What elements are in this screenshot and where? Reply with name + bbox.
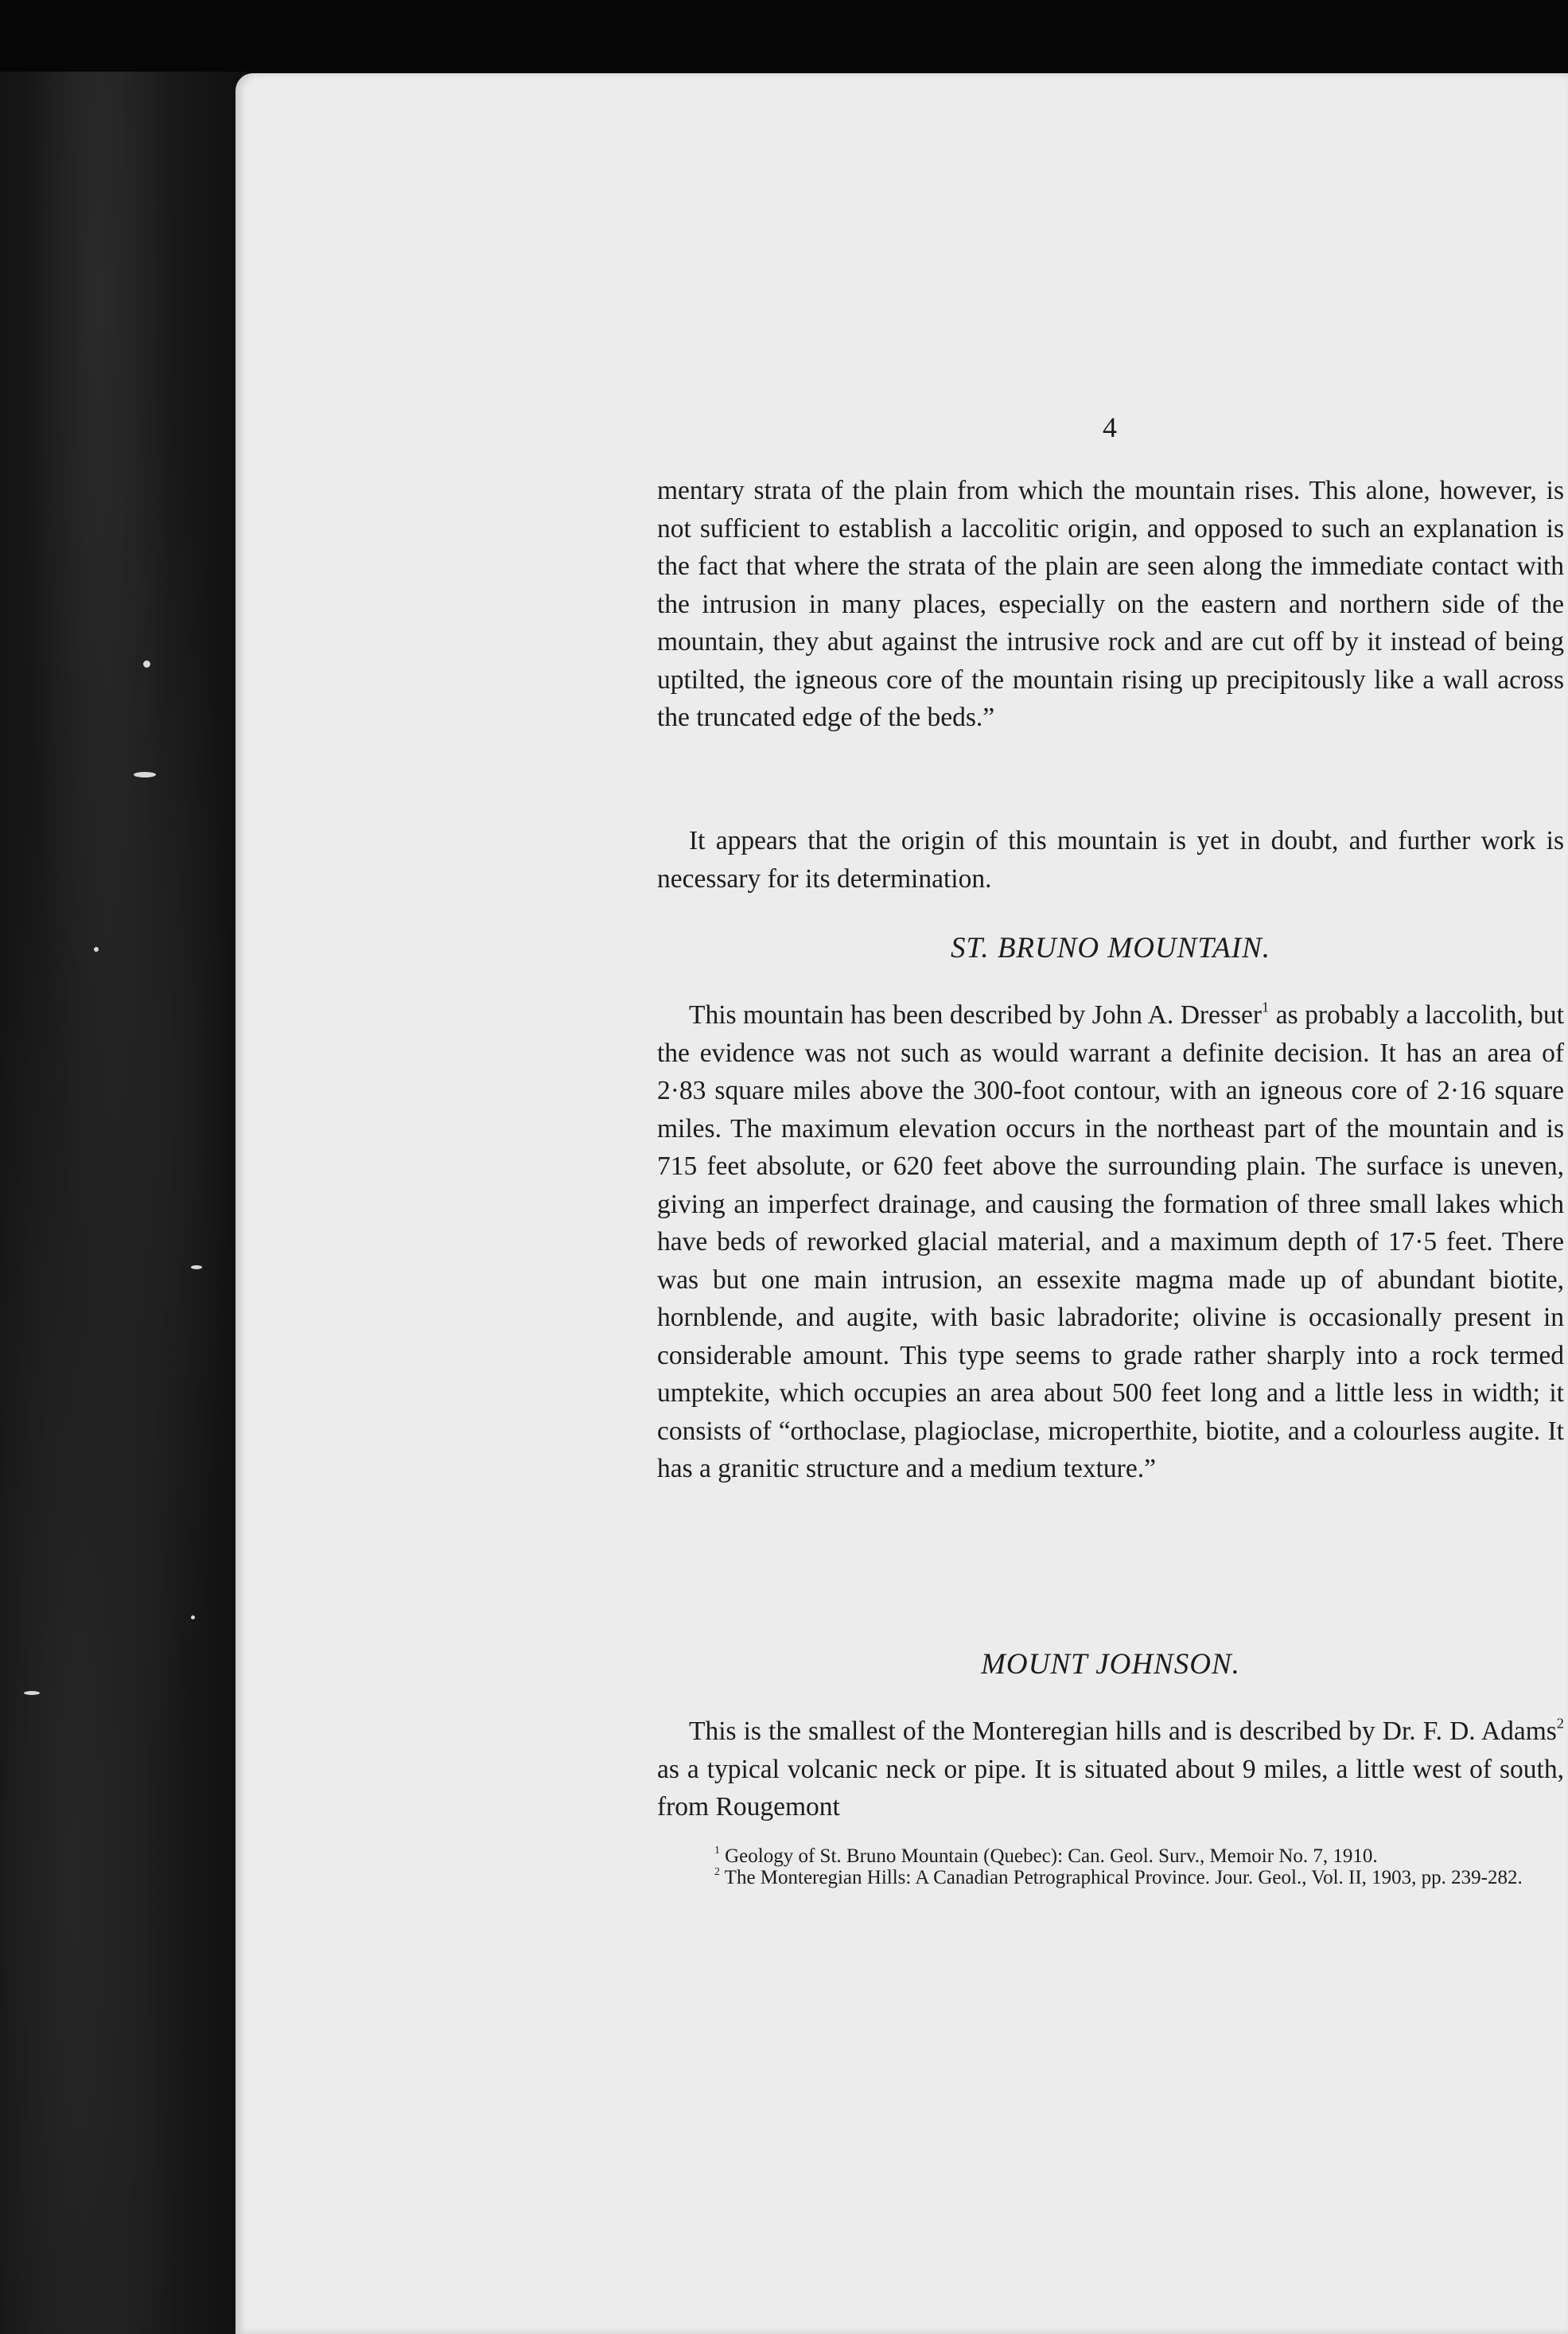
section-heading-st-bruno: ST. BRUNO MOUNTAIN.	[950, 932, 1271, 964]
dust-speck	[191, 1265, 202, 1269]
body-paragraph	[657, 1713, 1564, 1826]
paragraph-mount-johnson	[657, 1713, 1564, 1826]
footnote-mark: 1	[714, 1844, 720, 1856]
footnote-reference: 2	[1556, 1715, 1564, 1732]
dust-speck	[143, 660, 150, 668]
footnote-2	[657, 1865, 1564, 1888]
footnote-mark: 2	[714, 1865, 720, 1877]
dust-speck	[134, 772, 156, 777]
paragraph-text: as a typical volcanic neck or pipe. It is situated about 9 miles, a little west of south, from Rougemont	[657, 1754, 1564, 1822]
dust-speck	[24, 1691, 40, 1695]
paragraph-st-bruno	[657, 996, 1564, 1488]
paragraph-text: as probably a laccolith, but the evidence was not such as would warrant a definite decision. It has an area of 2·83 square miles above the 300-foot contour, with an igneous core of 2·16 square miles. The maximum elevation occurs in the northeast part of the mountain and is 715 feet absolute, or 620 feet above the surrounding plain. The surface is uneven, giving an imperfect drainage, and causing the formation of three small lakes which have beds of reworked glacial material, and a maximum depth of 17·5 feet. There was but one main intrusion, an essexite magma made up of abundant biotite, hornblende, and augite, with basic labradorite; olivine is occasionally present in considerable amount. This type seems to grade rather sharply into a rock termed umptekite, which occupies an area about 500 feet long and a little less in width; it consists of “orthoclase, plagioclase, microperthite, biotite, and a colourless augite. It has a granitic structure and a medium texture.”	[657, 1000, 1564, 1483]
footnote-text: Geology of St. Bruno Mountain (Quebec): Can. Geol. Surv., Memoir No. 7, 1910.	[719, 1845, 1378, 1867]
body-paragraph: It appears that the origin of this mountain is yet in doubt, and further work is necessary for its determination.	[657, 826, 1564, 894]
dust-speck	[94, 947, 99, 952]
paragraph-text: This is the smallest of the Monteregian hills and is described by Dr. F. D. Adams	[689, 1716, 1557, 1746]
body-paragraph: mentary strata of the plain from which the mountain rises. This alone, however, is not sufficient to establish a laccolitic origin, and opposed to such an explanation is the fact that where the strata of the plain are seen along the immediate contact with the intrusion in many places, especially on the eastern and northern side of the mountain, they abut against the intrusive rock and are cut off by it instead of being uptilted, the igneous core of the mountain rising up precipitously like a wall across the truncated edge of the beds.”	[657, 476, 1564, 732]
body-paragraph	[657, 996, 1564, 1488]
dust-speck	[191, 1615, 195, 1619]
section-heading-mount-johnson: MOUNT JOHNSON.	[981, 1648, 1240, 1681]
footnote-text: The Monteregian Hills: A Canadian Petrographical Province. Jour. Geol., Vol. II, 1903, pp. 239-282.	[719, 1867, 1523, 1888]
page-number: 4	[1103, 411, 1117, 443]
footnote-reference: 1	[1262, 999, 1270, 1015]
footnote-1	[657, 1846, 1564, 1866]
film-border	[0, 72, 247, 2334]
footnotes	[657, 1846, 1564, 1888]
paragraph-origin-doubt	[657, 822, 1564, 898]
paragraph-text: This mountain has been described by John A. Dresser	[689, 1000, 1263, 1030]
paragraph-continuation	[657, 472, 1564, 737]
